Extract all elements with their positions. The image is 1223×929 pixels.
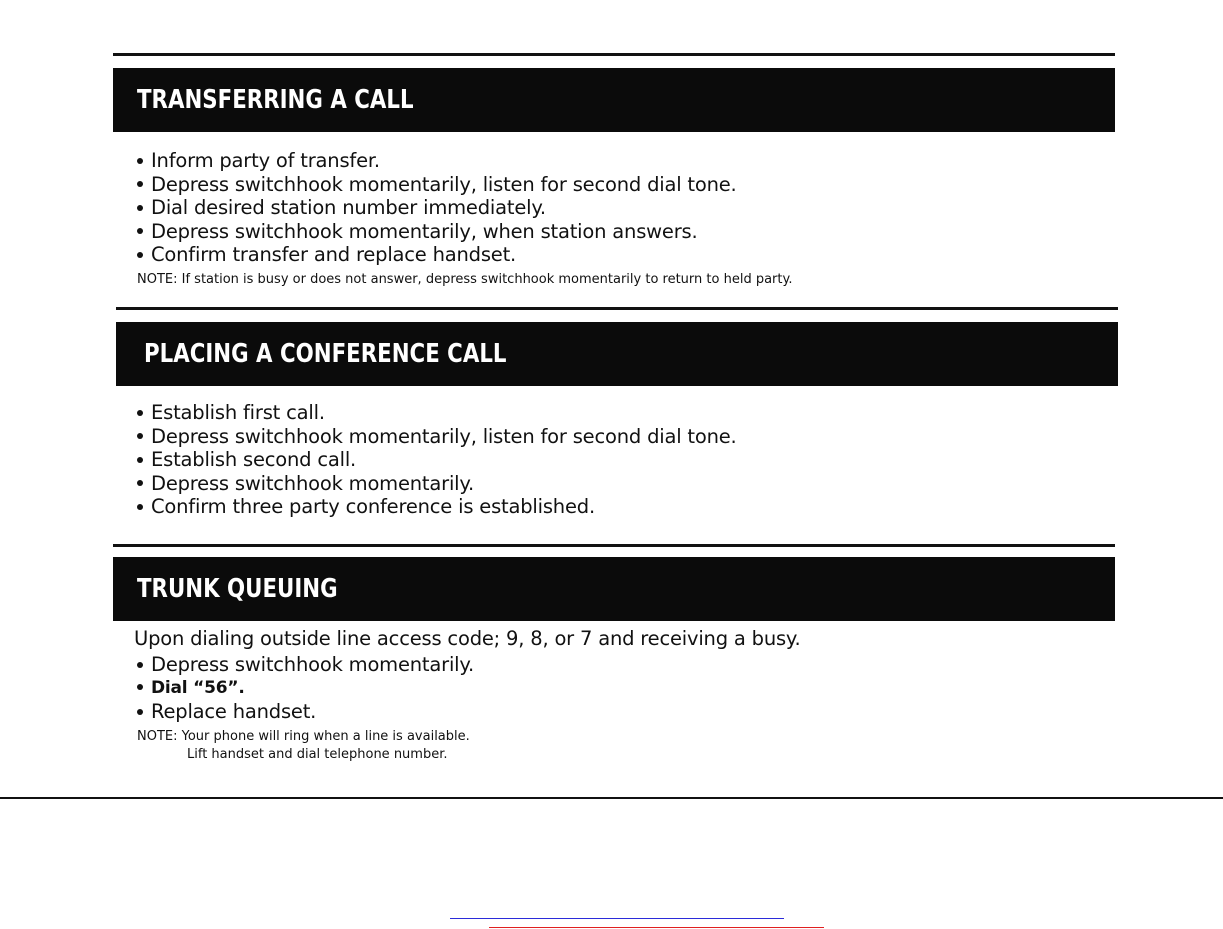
bullet-icon xyxy=(137,181,143,187)
list-item: Depress switchhook momentarily. xyxy=(137,472,737,496)
bullet-icon xyxy=(137,504,143,510)
bullet-icon xyxy=(137,228,143,234)
list-item: Depress switchhook momentarily, listen for second dial tone. xyxy=(137,173,792,197)
section-banner-transferring xyxy=(113,68,1115,132)
section-title: TRANSFERRING A CALL xyxy=(137,85,414,115)
list-item: Replace handset. xyxy=(137,700,474,724)
section-title: PLACING A CONFERENCE CALL xyxy=(144,339,507,369)
bullet-icon xyxy=(137,205,143,211)
transfer-note: NOTE: If station is busy or does not answer, depress switchhook momentarily to return to held party. xyxy=(137,271,793,287)
list-item: Confirm three party conference is established. xyxy=(137,495,737,519)
list-item: Depress switchhook momentarily. xyxy=(137,653,474,677)
bullet-icon xyxy=(137,709,143,715)
top-rule-3 xyxy=(113,544,1115,547)
list-item: Establish second call. xyxy=(137,448,737,472)
bullet-icon xyxy=(137,684,143,690)
list-item: Dial “56”. xyxy=(137,677,474,701)
list-item: Depress switchhook momentarily, when station answers. xyxy=(137,220,792,244)
trunk-note-line-2: Lift handset and dial telephone number. xyxy=(187,746,448,762)
top-rule-1 xyxy=(113,53,1115,56)
bullet-icon xyxy=(137,410,143,416)
bullet-icon xyxy=(137,252,143,258)
top-rule-2 xyxy=(116,307,1118,310)
bullet-icon xyxy=(137,480,143,486)
section-title: TRUNK QUEUING xyxy=(137,574,338,604)
trunk-lead-text: Upon dialing outside line access code; 9, 8, or 7 and receiving a busy. xyxy=(134,627,801,650)
list-item: Confirm transfer and replace handset. xyxy=(137,243,792,267)
list-item: Depress switchhook momentarily, listen for second dial tone. xyxy=(137,425,737,449)
footer-red-line xyxy=(489,927,824,928)
footer-blue-line xyxy=(450,918,784,919)
trunk-note-line-1: NOTE: Your phone will ring when a line is available. xyxy=(137,728,470,744)
bullet-icon xyxy=(137,158,143,164)
section-banner-trunk-queuing xyxy=(113,557,1115,621)
bullet-icon xyxy=(137,457,143,463)
section-banner-conference xyxy=(116,322,1118,386)
conference-steps xyxy=(137,401,737,519)
bullet-icon xyxy=(137,662,143,668)
list-item: Establish first call. xyxy=(137,401,737,425)
trunk-steps xyxy=(137,653,474,764)
bullet-icon xyxy=(137,433,143,439)
transfer-steps xyxy=(137,149,792,289)
list-item: Dial desired station number immediately. xyxy=(137,196,792,220)
list-item: Inform party of transfer. xyxy=(137,149,792,173)
bottom-rule xyxy=(0,797,1223,799)
